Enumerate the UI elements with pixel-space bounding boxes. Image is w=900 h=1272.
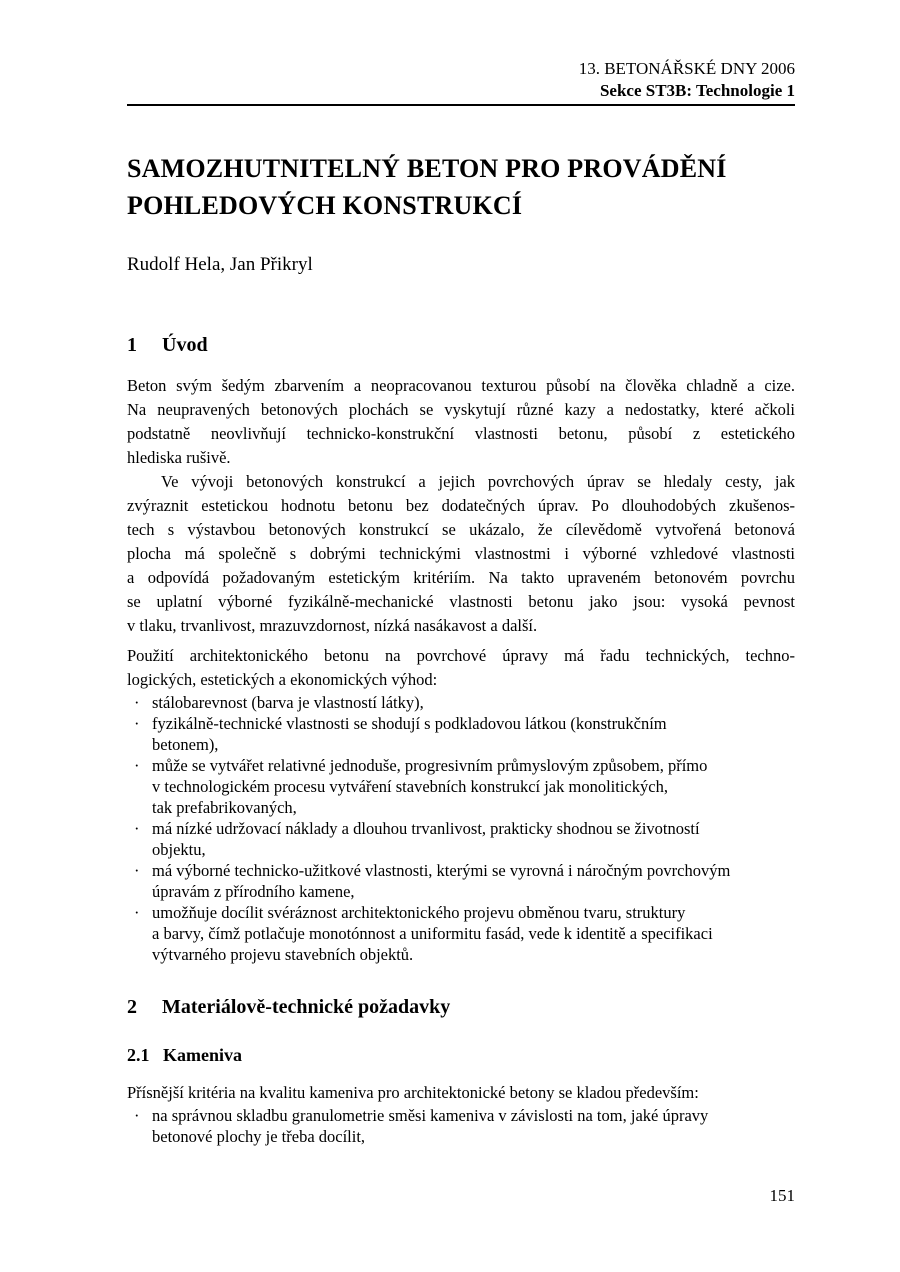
body-line: se uplatní výborné fyzikálně-mechanické vlastnosti betonu jako jsou: vysoká pevnost [127,592,795,611]
list-line: a barvy, čímž potlačuje monotónnost a uniformitu fasád, vede k identitě a specifikaci [152,924,713,943]
body-line: Beton svým šedým zbarvením a neopracovanou texturou působí na člověka chladně a cize. [127,376,795,395]
paper-title-line: SAMOZHUTNITELNÝ BETON PRO PROVÁDĚNÍ [127,154,727,183]
list-item [127,860,795,902]
body-line: hlediska rušivě. [127,448,231,467]
list-line: má nízké udržovací náklady a dlouhou trvanlivost, prakticky shodnou se životností [152,819,700,838]
criteria-list [127,1105,795,1147]
section-number: 1 [127,334,137,356]
bullet-icon: · [134,756,140,775]
list-item [127,713,795,755]
body-line: Ve vývoji betonových konstrukcí a jejich povrchových úprav se hledaly cesty, jak [161,472,795,491]
body-line: podstatně neovlivňují technicko-konstrukční vlastnosti betonu, působí z estetického [127,424,795,443]
body-line: plocha má společně s dobrými technickými vlastnostmi i výborné vzhledové vlastnosti [127,544,795,563]
list-line: v technologickém procesu vytváření stavebních konstrukcí jak monolitických, [152,777,668,796]
paper-title-line: POHLEDOVÝCH KONSTRUKCÍ [127,191,523,220]
page-header [127,58,795,102]
list-line: betonem), [152,735,219,754]
body-line: v tlaku, trvanlivost, mrazuvzdornost, nízká nasákavost a další. [127,616,538,635]
conference-name: 13. BETONÁŘSKÉ DNY 2006 [578,59,795,78]
bullet-icon: · [134,903,140,922]
paragraph-2 [127,470,795,638]
body-line: Přísnější kritéria na kvalitu kameniva pro architektonické betony se kladou především: [127,1083,699,1102]
list-line: stálobarevnost (barva je vlastností látky), [152,693,424,712]
page-number: 151 [769,1186,795,1205]
section-title: Kameniva [163,1045,242,1065]
advantages-list [127,692,795,965]
section-number: 2.1 [127,1045,150,1065]
list-line: umožňuje docílit svéráznost architektonického projevu obměnou tvaru, struktury [152,903,686,922]
list-line: má výborné technicko-užitkové vlastnosti, kterými se vyrovná i náročným povrchovým [152,861,731,880]
section-number: 2 [127,996,137,1018]
list-line: fyzikálně-technické vlastnosti se shodují s podkladovou látkou (konstrukčním [152,714,667,733]
body-line: logických, estetických a ekonomických výhod: [127,670,438,689]
bullet-icon: · [134,1106,140,1125]
section-title: Úvod [162,334,208,356]
list-line: betonové plochy je třeba docílit, [152,1127,366,1146]
header-rule [127,104,795,106]
section-1-heading [127,331,795,359]
list-line: tak prefabrikovaných, [152,798,297,817]
section-title: Materiálově-technické požadavky [162,996,451,1018]
section-track-label: Sekce ST3B: Technologie 1 [599,81,795,100]
bullet-icon: · [134,693,140,712]
list-item [127,1105,795,1147]
body-line: Použití architektonického betonu na povrchové úpravy má řadu technických, techno- [127,646,795,665]
body-line: Na neupravených betonových plochách se vyskytují různé kazy a nedostatky, které ačkoli [127,400,795,419]
list-line: může se vytvářet relativné jednoduše, progresivním průmyslovým způsobem, přímo [152,756,708,775]
authors: Rudolf Hela, Jan Přikryl [127,254,313,275]
paragraph-1 [127,374,795,470]
body-line: tech s výstavbou betonových konstrukcí se ukázalo, že cílevědomě vytvořená betonová [127,520,795,539]
bullet-icon: · [134,819,140,838]
list-line: na správnou skladbu granulometrie směsi kameniva v závislosti na tom, jaké úpravy [152,1106,709,1125]
body-line: zvýraznit estetickou hodnotu betonu bez dodatečných úprav. Po dlouhodobých zkušenos- [127,496,795,515]
section-2-heading [127,993,795,1021]
list-item [127,818,795,860]
section-2-1-heading [127,1043,795,1067]
list-line: výtvarného projevu stavebních objektů. [152,945,414,964]
list-item [127,692,795,713]
list-line: objektu, [152,840,206,859]
bullet-icon: · [134,861,140,880]
paragraph-3 [127,644,795,692]
bullet-icon: · [134,714,140,733]
list-item [127,902,795,965]
paper-title [127,150,795,224]
list-item [127,755,795,818]
body-line: a odpovídá požadovaným estetickým kritériím. Na takto upraveném betonovém povrchu [127,568,795,587]
list-line: úpravám z přírodního kamene, [152,882,355,901]
paragraph-4 [127,1081,795,1105]
